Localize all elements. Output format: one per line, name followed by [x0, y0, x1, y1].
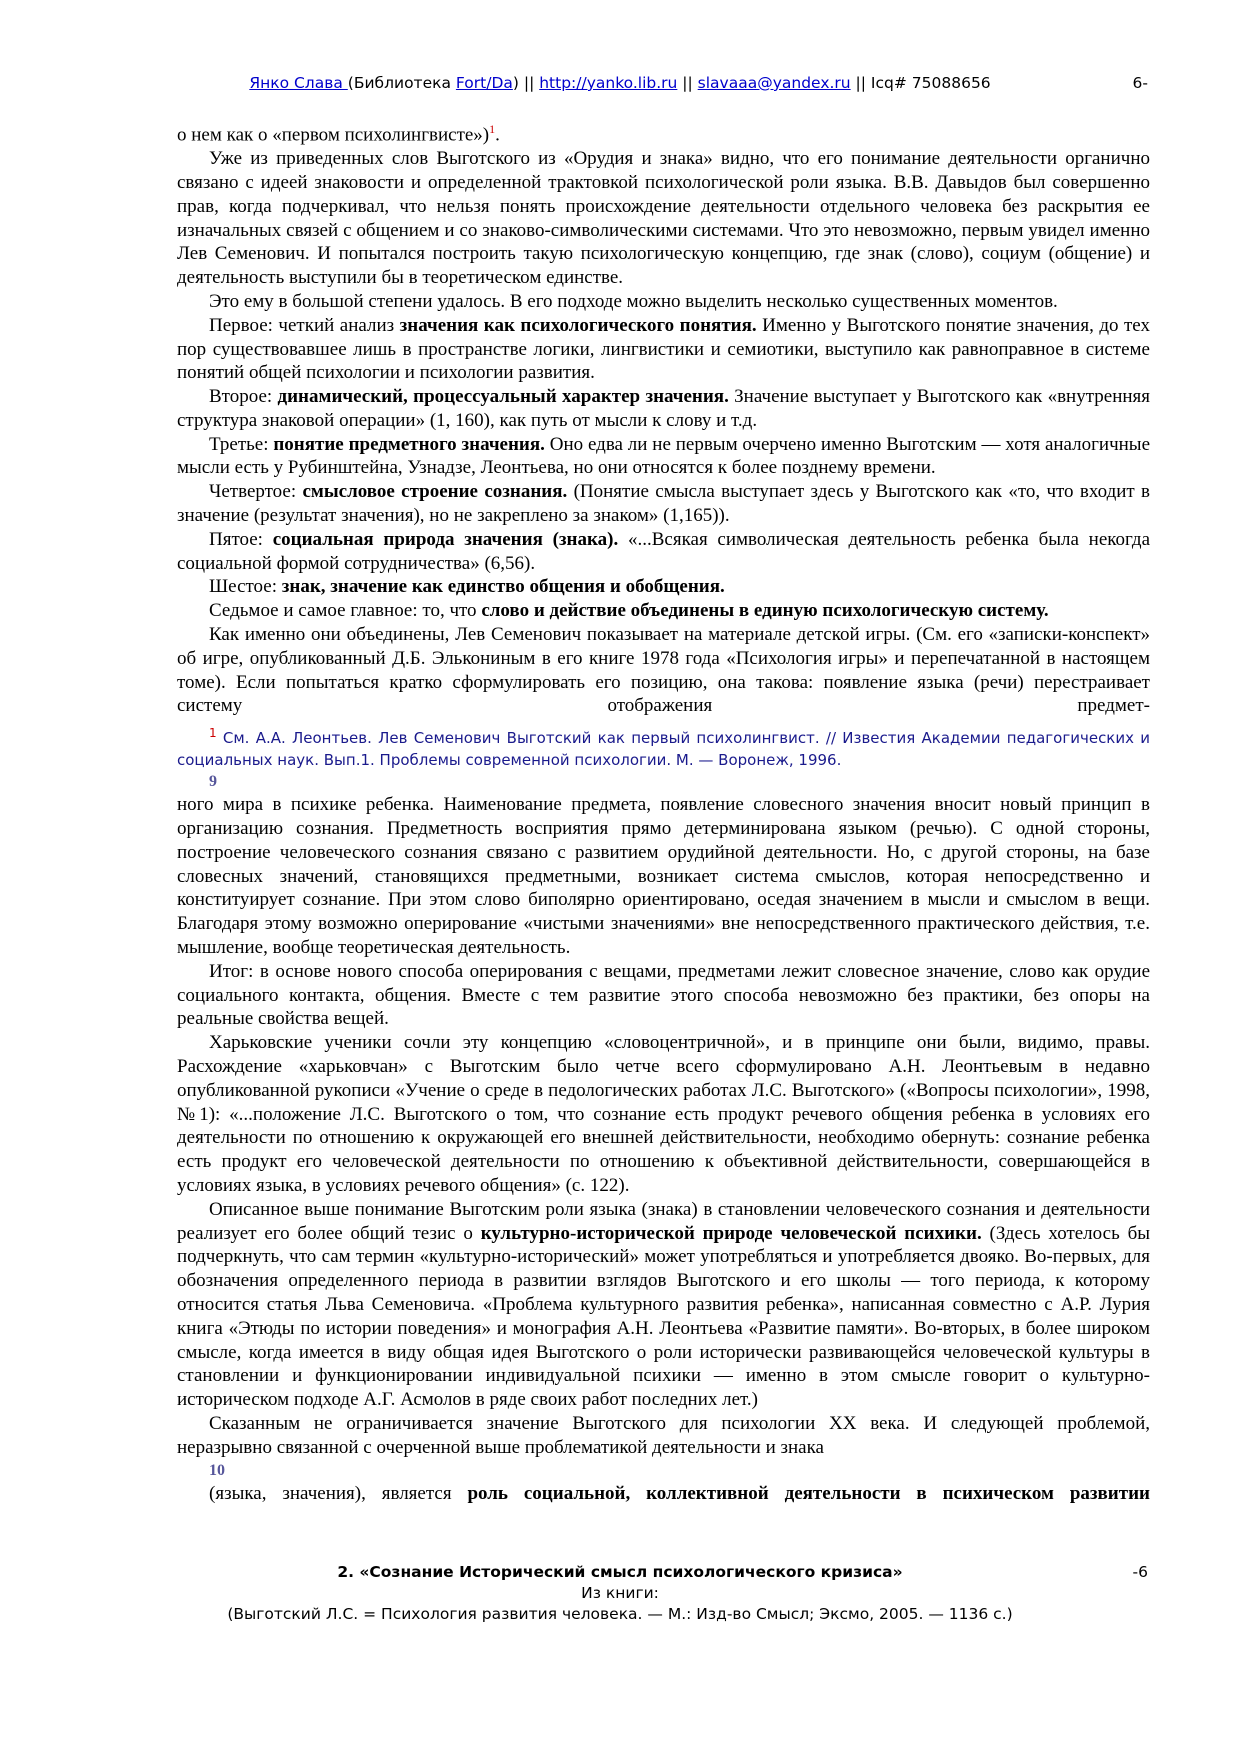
bold-text: социальная природа значения (знака).	[272, 528, 619, 550]
paragraph	[177, 433, 1150, 481]
text: Седьмое и самое главное: то, что	[209, 600, 482, 622]
footnote-marker: 1	[209, 726, 217, 741]
bold-text: значения как психологического понятия.	[399, 314, 757, 336]
document-body	[177, 118, 1150, 1505]
footer-from-book: Из книги:	[581, 1584, 659, 1602]
text: Харьковские ученики сочли эту концепцию «словоцентричной», и в принципе они были, видимо, правы. Расхождение «харьковчан» с Выготским было четче всего сформулировано А.Н. Леонтьевым в недавно опубликованной рукописи «Учение о среде в педологических работах Л.С. Выготского» («Вопросы психологии», 1998, №1): «...положение Л.С. Выготского о том, что сознание есть продукт речевого общения ребенка в условиях его деятельности по отношению к окружающей его внешней действительности, необходимо обернуть: сознание ребенка есть продукт его человеческой деятельности по отношению к объективной действительности, совершающейся в условиях языка, в условиях речевого общения» (с. 122).	[177, 1032, 1150, 1196]
library-link[interactable]: Fort/Da	[455, 74, 513, 92]
footer-title: 2. «Сознание Исторический смысл психологического кризиса»	[337, 1563, 903, 1581]
text: (Здесь хотелось бы подчеркнуть, что сам термин «культурно-исторический» может употребляться и употребляется двояко. Во-первых, для обозначения определенного периода в развитии взглядов Выготского и его школы — того периода, к которому относится статья Льва Семеновича. «Проблема культурного развития ребенка», написанная совместно с А.Р. Лурия книга «Этюды по истории поведения» и монография А.Н. Леонтьева «Развитие памяти». Во-вторых, в более широком смысле, когда имеется в виду общая идея Выготского о роли исторически развивающейся человеческой культуры в становлении и функционировании индивидуальной психики — именно в этом смысле говорит о культурно-историческом подходе А.Г. Асмолов в ряде своих работ последних лет.)	[177, 1222, 1150, 1411]
page-footer	[0, 1562, 1240, 1625]
footnote-reference[interactable]: 1	[489, 122, 496, 136]
paragraph	[177, 147, 1150, 290]
footnote-text: См. А.А. Леонтьев. Лев Семенович Выготский как первый психолингвист. // Известия Академии педагогических и социальных наук. Вып.1. Проблемы современной психологии. М. — Воронеж, 1996.	[177, 729, 1150, 770]
text: Шестое:	[209, 576, 282, 598]
text: Четвертое:	[209, 481, 303, 503]
page-header	[0, 74, 1240, 92]
text: Пятое:	[209, 528, 273, 550]
text: ного мира в психике ребенка. Наименование предмета, появление словесного значения вносит новый принцип в организацию сознания. Предметность восприятия прямо детерминирована языком (речью). С одной стороны, построение человеческого сознания связано с развитием орудийной деятельности. Но, с другой стороны, на базе словесных значений, становящихся предметными, возникает система смыслов, которая непосредственно и конституирует сознание. При этом слово биполярно ориентировано, оседая значением в мысли и смыслом в вещи. Благодаря этому возможно оперирование «чистыми значениями» вне непосредственного практического действия, т.е. мышление, вообще теоретическая деятельность.	[177, 794, 1150, 959]
page-number: 10	[209, 1461, 225, 1479]
text: Уже из приведенных слов Выготского из «Орудия и знака» видно, что его понимание деятельности органично связано с идеей знаковости и определенной трактовкой психологической роли языка. В.В. Давыдов был совершенно прав, когда подчеркивал, что нельзя понять происхождение деятельности отдельного человека без раскрытия ее изначальных связей с общением и со знаково-символическими системами. Что это невозможно, первым увидел именно Лев Семенович. И попытался построить такую психологическую концепцию, где знак (слово), социум (общение) и деятельность выступили бы в теоретическом единстве.	[177, 148, 1150, 289]
bold-text: смысловое строение сознания.	[302, 481, 568, 503]
paragraph	[177, 599, 1150, 623]
icq-text: || Icq# 75088656	[850, 74, 991, 92]
paragraph	[177, 1482, 1150, 1506]
text: Первое: четкий анализ	[209, 314, 400, 336]
header-text: (Библиотека	[347, 74, 456, 92]
paragraph	[177, 290, 1150, 314]
paragraph	[177, 623, 1150, 718]
bold-text: слово и действие объединены в единую психологическую систему.	[481, 600, 1049, 622]
paragraph	[177, 385, 1150, 433]
page-number: 9	[209, 773, 217, 791]
footnote	[177, 722, 1150, 771]
paragraph	[177, 314, 1150, 385]
paragraph	[177, 480, 1150, 528]
text: .	[495, 124, 500, 146]
text: (Понятие смысла выступает здесь у Выготского как «то, что входит в значение (результат значения), но не закреплено за знаком» (1,165)).	[177, 481, 1151, 527]
bold-text: роль социальной, коллективной деятельности в психическом развитии	[467, 1482, 1150, 1504]
paragraph	[177, 575, 1150, 599]
paragraph	[177, 1412, 1150, 1460]
text: Итог: в основе нового способа оперирования с вещами, предметами лежит словесное значение, слово как орудие социального контакта, общения. Вместе с тем развитие этого способа невозможно без практики, без опоры на реальные свойства вещей.	[177, 960, 1150, 1030]
text-section	[177, 118, 1150, 718]
text: Третье:	[209, 433, 274, 455]
bold-text: культурно-исторической природе человеческой психики.	[480, 1222, 982, 1244]
paragraph	[177, 793, 1150, 960]
paragraph	[177, 528, 1150, 576]
bold-text: динамический, процессуальный характер значения.	[277, 386, 729, 408]
paragraph	[177, 118, 1150, 147]
text: Описанное выше понимание Выготским роли языка (знака) в становлении человеческого сознания и деятельности реализует его более общий тезис о	[177, 1198, 1150, 1244]
bold-text: понятие предметного значения.	[273, 433, 545, 455]
text: Сказанным не ограничивается значение Выготского для психологии XX века. И следующей проблемой, неразрывно связанной с очерченной выше проблематикой деятельности и знака	[177, 1412, 1150, 1458]
paragraph	[177, 1031, 1150, 1198]
footer-page-marker: -6	[1132, 1563, 1148, 1581]
header-text: ) ||	[512, 74, 540, 92]
text-section	[177, 793, 1150, 1459]
author-link[interactable]: Янко Слава	[249, 74, 348, 92]
email-link[interactable]: slavaaa@yandex.ru	[697, 74, 851, 92]
text: Второе:	[209, 386, 278, 408]
text: Это ему в большой степени удалось. В его подходе можно выделить несколько существенных моментов.	[209, 290, 1058, 312]
text: (языка, значения), является	[209, 1482, 468, 1504]
text: Как именно они объединены, Лев Семенович показывает на материале детской игры. (См. его «записки-конспект» об игре, опубликованный Д.Б. Элькониным в его книге 1978 года «Психология игры» и перепечатанной в настоящем томе). Если попытаться кратко сформулировать его позицию, она такова: появление языка (речи) перестраивает систему отображения предмет-	[177, 624, 1150, 717]
header-text: ||	[677, 74, 698, 92]
text: Именно у Выготского понятие значения, до тех пор существовавшее лишь в пространстве логики, лингвистики и семиотики, выступило как равноправное в системе понятий общей психологии и психологии развития.	[177, 314, 1150, 384]
text: Оно едва ли не первым очерчено именно Выготским — хотя аналогичные мысли есть у Рубинштейна, Узнадзе, Леонтьева, но они относятся к более позднему времени.	[177, 433, 1151, 479]
paragraph	[177, 960, 1150, 1031]
site-link[interactable]: http://yanko.lib.ru	[539, 74, 678, 92]
footer-citation: (Выготский Л.С. = Психология развития человека. — М.: Изд-во Смысл; Эксмо, 2005. — 1136 с.)	[227, 1605, 1013, 1623]
paragraph	[177, 1198, 1150, 1412]
text: Значение выступает у Выготского как «внутренняя структура знаковой операции» (1, 160), как путь от мысли к слову и т.д.	[177, 386, 1151, 431]
text-section	[177, 1482, 1150, 1506]
text: «...Всякая символическая деятельность ребенка была некогда социальной формой сотрудничества» (6,56).	[177, 528, 1150, 574]
text: о нем как о «первом психолингвисте»)	[177, 124, 490, 146]
header-page-marker: 6-	[1132, 74, 1148, 92]
bold-text: знак, значение как единство общения и обобщения.	[281, 576, 725, 598]
